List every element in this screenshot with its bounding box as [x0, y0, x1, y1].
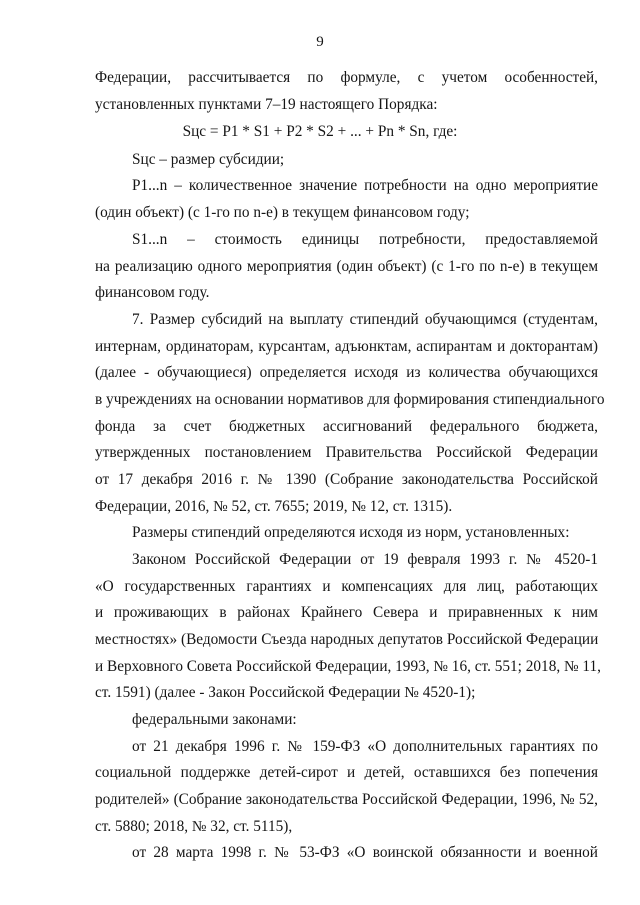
text-line: «О государственных гарантиях и компенсациях для лиц, работающих	[95, 578, 598, 595]
formula: Sцс = P1 * S1 + P2 * S2 + ... + Pn * Sn, где:	[182, 123, 458, 140]
text-line: ст. 1591) (далее - Закон Российской Федерации № 4520-1);	[95, 684, 476, 701]
text-line: и Верховного Совета Российской Федерации, 1993, № 16, ст. 551; 2018, № 11,	[95, 658, 601, 675]
text-line: Федерации, 2016, № 52, ст. 7655; 2019, № 12, ст. 1315).	[95, 498, 453, 515]
text-line: Размеры стипендий определяются исходя из норм, установленных:	[132, 524, 570, 541]
text-line: установленных пунктами 7–19 настоящего Порядка:	[95, 96, 438, 113]
text-line: ст. 5880; 2018, № 32, ст. 5115),	[95, 818, 293, 835]
text-line: местностях» (Ведомости Съезда народных депутатов Российской Федерации	[95, 631, 599, 648]
text-line: S1...n – стоимость единицы потребности, предоставляемой	[132, 231, 598, 248]
text-line: финансовом году.	[95, 284, 210, 301]
text-line: Sцс – размер субсидии;	[132, 151, 285, 168]
text-line: социальной поддержке детей-сирот и детей, оставшихся без попечения	[95, 764, 598, 781]
text-line: (далее - обучающиеся) определяется исходя из количества обучающихся	[95, 364, 598, 381]
text-line: в учреждениях на основании нормативов для формирования стипендиального	[95, 391, 605, 408]
page-number: 9	[316, 34, 324, 50]
text-line: и проживающих в районах Крайнего Севера и приравненных к ним	[95, 604, 598, 621]
text-line: интернам, ординаторам, курсантам, адъюнктам, аспирантам и докторантам)	[95, 338, 598, 355]
text-line: P1...n – количественное значение потребности на одно мероприятие	[132, 177, 598, 194]
text-line: на реализацию одного мероприятия (один объект) (с 1-го по n-е) в текущем	[95, 258, 598, 275]
text-line: федеральными законами:	[132, 711, 297, 728]
text-line: от 21 декабря 1996 г. № 159-ФЗ «О дополнительных гарантиях по	[132, 738, 598, 755]
text-line: (один объект) (с 1-го по n-е) в текущем финансовом году;	[95, 204, 470, 221]
text-line: Законом Российской Федерации от 19 февраля 1993 г. № 4520-1	[132, 551, 598, 568]
text-line: от 28 марта 1998 г. № 53-ФЗ «О воинской обязанности и военной	[132, 844, 598, 861]
text-line: от 17 декабря 2016 г. № 1390 (Собрание законодательства Российской	[95, 471, 598, 488]
text-line: утвержденных постановлением Правительства Российской Федерации	[95, 444, 598, 461]
text-line: родителей» (Собрание законодательства Российской Федерации, 1996, № 52,	[95, 791, 598, 808]
text-line: фонда за счет бюджетных ассигнований федерального бюджета,	[95, 418, 598, 435]
text-line: Федерации, рассчитывается по формуле, с учетом особенностей,	[95, 69, 598, 86]
text-line: 7. Размер субсидий на выплату стипендий обучающимся (студентам,	[132, 311, 598, 328]
